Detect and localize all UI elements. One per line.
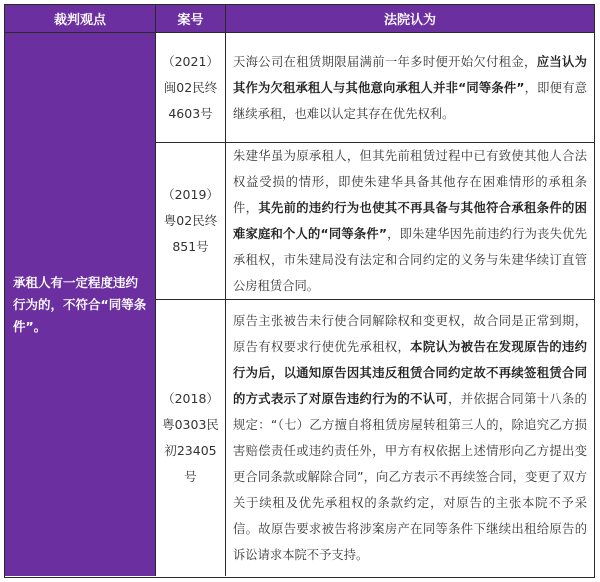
opinion-text xyxy=(233,308,587,568)
opinion-cell xyxy=(226,300,594,576)
opinion-text-normal: ，并依据合同第十八条的规定：“（七）乙方擅自将租赁房屋转租第三人的，除追究乙方损害赔偿责任或违约责任外，甲方有权依据上述情形向乙方提出变更合同条款或解除合同”，向乙方表示不再续签合同，变更了双方关于续租及优先承租权的条款约定，对原告的主张本院不予采信。故原告要求被告将涉案房产在同等条件下继续出租给原告的诉讼请求本院不予支持。 xyxy=(233,392,587,562)
opinion-text-normal: ，即便有意继续承租，也难以认定其存在优先权利。 xyxy=(233,80,587,121)
header-case-number: 案号 xyxy=(156,5,226,33)
opinion-text xyxy=(233,49,587,127)
opinion-text-bold: 其先前的违约行为也使其不再具备与其他符合承租条件的困难家庭和个人的“同等条件” xyxy=(233,201,587,241)
case-number-cell xyxy=(156,33,226,143)
opinion-text xyxy=(233,143,587,299)
case-number-cell xyxy=(156,143,226,300)
header-court-opinion: 法院认为 xyxy=(226,5,594,33)
opinion-cell xyxy=(226,33,594,143)
opinion-text-bold: 本院认为被告在发现原告的违约行为后，以通知原告因其违反租赁合同约定故不再续签租赁合同的方式表示了对原告违约行为的不认可 xyxy=(233,340,587,406)
opinion-text-bold: 应当认为其作为欠租承租人与其他意向承租人并非“同等条件” xyxy=(233,54,587,95)
header-viewpoint: 裁判观点 xyxy=(5,5,156,33)
opinion-text-normal: 天海公司在租赁期限届满前一年多时便开始欠付租金， xyxy=(233,54,537,69)
opinion-cell xyxy=(226,143,594,300)
case-number-cell xyxy=(156,300,226,576)
opinion-text-normal: 原告主张被告未行使合同解除权和变更权，故合同是正常到期，原告有权要求行使优先承租权， xyxy=(233,314,587,354)
viewpoint-text: 承租人有一定程度违约行为的，不符合“同等条件”。 xyxy=(13,274,147,334)
viewpoint-cell xyxy=(5,33,156,576)
case-number: （2018）粤0303民初23405号 xyxy=(162,391,219,484)
case-number: （2019）粤02民终851号 xyxy=(162,187,219,254)
opinion-text-normal: ，即朱建华因先前违约行为丧失优先承租权，市朱建局没有法定和合同约定的义务与朱建华续订直管公房租赁合同。 xyxy=(233,227,587,293)
case-number: （2021）闽02民终4603号 xyxy=(162,53,219,121)
judgment-table xyxy=(4,4,595,578)
opinion-text-normal: 朱建华虽为原承租人，但其先前租赁过程中已有致使其他人合法权益受损的情形，即使朱建华具备其他存在困难情形的承租条件， xyxy=(233,149,587,215)
